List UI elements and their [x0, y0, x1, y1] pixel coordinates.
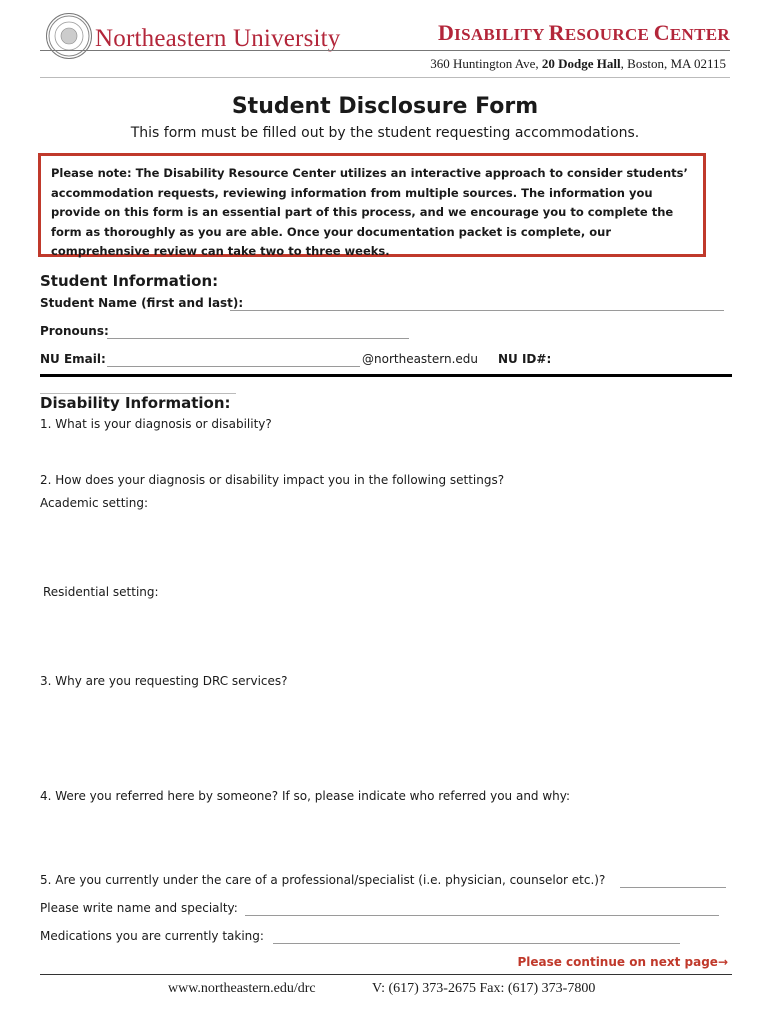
footer-divider: [40, 974, 732, 975]
specialty-label: Please write name and specialty:: [40, 901, 238, 915]
residential-setting-answer[interactable]: [40, 603, 730, 669]
disability-info-title: Disability Information:: [40, 394, 231, 412]
nu-id-field[interactable]: [550, 352, 730, 368]
question-2: 2. How does your diagnosis or disability impact you in the following settings?: [40, 473, 505, 487]
nu-id-label: NU ID#:: [498, 352, 552, 366]
answer-3-area[interactable]: [40, 692, 730, 784]
footer-phone: V: (617) 373-2675 Fax: (617) 373-7800: [372, 981, 596, 996]
arrow-right-icon: →: [717, 955, 728, 969]
notice-box: [38, 153, 706, 257]
question-1: 1. What is your diagnosis or disability?: [40, 417, 272, 431]
header-divider: [40, 50, 730, 51]
continue-next-page: Please continue on next page→: [517, 955, 728, 969]
email-label: NU Email:: [40, 352, 106, 366]
email-domain: @northeastern.edu: [362, 352, 479, 366]
medications-label: Medications you are currently taking:: [40, 929, 264, 943]
question-4: 4. Were you referred here by someone? If so, please indicate who referred you and why:: [40, 789, 571, 803]
footer-url[interactable]: www.northeastern.edu/drc: [168, 981, 316, 996]
pronouns-label: Pronouns:: [40, 324, 109, 338]
medications-field[interactable]: [273, 929, 680, 944]
academic-setting-answer[interactable]: [40, 514, 730, 580]
pronouns-field[interactable]: [107, 324, 409, 339]
form-title: Student Disclosure Form: [231, 94, 539, 119]
student-info-title: Student Information:: [40, 272, 219, 290]
question-5-answer-field[interactable]: [620, 873, 726, 888]
residential-setting-label: Residential setting:: [43, 585, 159, 599]
student-name-field[interactable]: [230, 296, 724, 311]
notice-text: Please note: The Disability Resource Center utilizes an interactive approach to consider students’ accommodation requests, reviewing information from multiple sources. The information you provide on this form is an essential part of this process, and we encourage you to complete the form as thoroughly as you are able. Once your documentation packet is complete, our comprehensive review can take two to three weeks.: [51, 166, 688, 258]
answer-1-area[interactable]: [40, 434, 730, 466]
header-divider-secondary: [40, 77, 730, 78]
university-seal-icon: [46, 13, 92, 59]
question-3: 3. Why are you requesting DRC services?: [40, 674, 288, 688]
center-address: 360 Huntington Ave, 20 Dodge Hall, Boston, MA 02115: [430, 56, 726, 71]
form-subtitle: This form must be filled out by the student requesting accommodations.: [130, 125, 640, 141]
email-field[interactable]: [107, 352, 360, 367]
academic-setting-label: Academic setting:: [40, 496, 149, 510]
specialty-field[interactable]: [245, 901, 719, 916]
answer-4-area[interactable]: [40, 807, 730, 869]
university-logo: Northeastern University: [95, 25, 341, 52]
section-divider: [40, 374, 732, 377]
center-title: DISABILITY RESOURCE CENTER: [437, 20, 730, 45]
question-5: 5. Are you currently under the care of a professional/specialist (i.e. physician, counselor etc.)?: [40, 873, 606, 887]
student-name-label: Student Name (first and last):: [40, 296, 244, 310]
